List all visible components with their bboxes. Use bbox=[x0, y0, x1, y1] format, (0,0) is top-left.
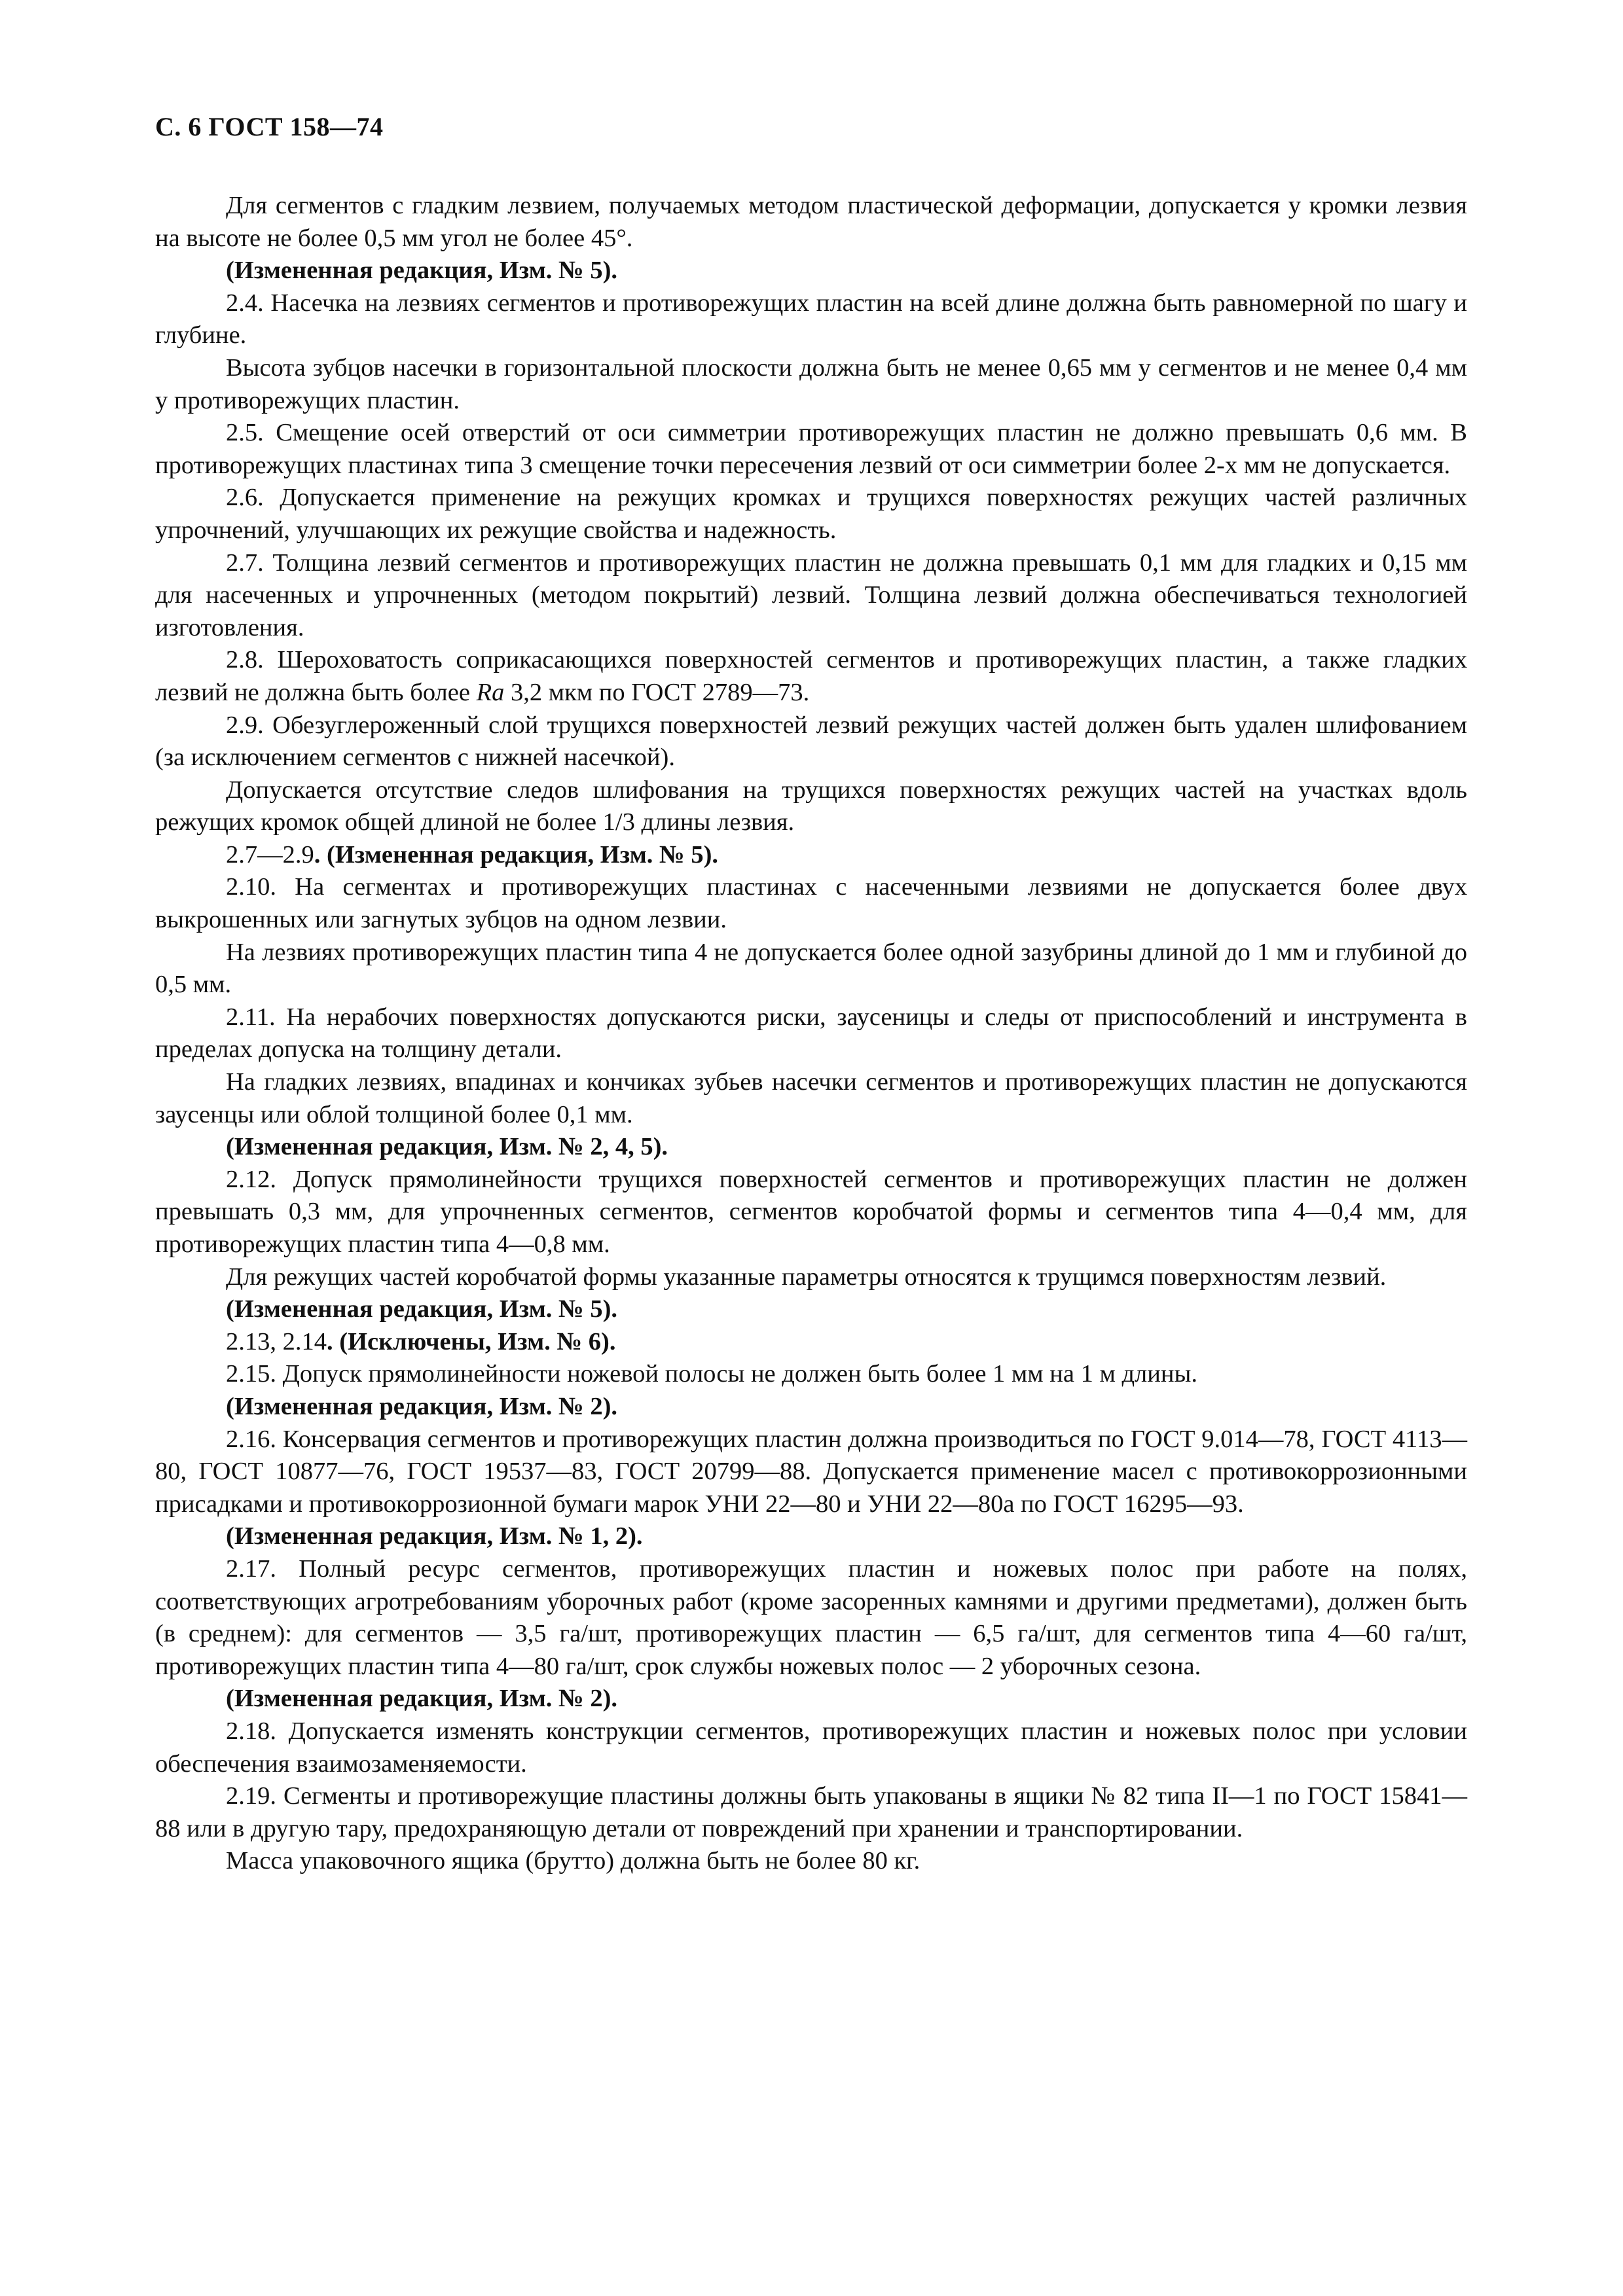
amendment-text: (Измененная редакция, Изм. № 5). bbox=[226, 257, 618, 285]
paragraph-text: Допускается отсутствие следов шлифования на трущихся поверхностях режущих частей на участках вдоль режущих кромок общей длиной не более 1/3 длины лезвия. bbox=[155, 776, 1467, 836]
paragraph-text: Высота зубцов насечки в горизонтальной плоскости должна быть не менее 0,65 мм у сегментов и не менее 0,4 мм у противорежущих пластин. bbox=[155, 353, 1467, 414]
clause-2-12 bbox=[155, 1164, 1467, 1261]
paragraph-text: 2.8. Шероховатость соприкасающихся поверхностей сегментов и противорежущих пластин, а также гладких лезвий не должна быть более bbox=[155, 646, 1467, 706]
amendment-text: (Измененная редакция, Изм. № 1, 2). bbox=[226, 1522, 643, 1551]
amendment-note bbox=[155, 1520, 1467, 1553]
paragraph-text: 2.11. На нерабочих поверхностях допускаются риски, заусеницы и следы от приспособлений и инструмента в пределах допуска на толщину детали. bbox=[155, 1003, 1467, 1064]
paragraph-text: На лезвиях противорежущих пластин типа 4 не допускается более одной зазубрины длиной до 1 мм и глубиной до 0,5 мм. bbox=[155, 938, 1467, 999]
paragraph-text: 2.5. Смещение осей отверстий от оси симметрии противорежущих пластин не должно превышать 0,6 мм. В противорежущих пластинах типа 3 смещение точки пересечения лезвий от оси симметрии более 2-х мм не допускается. bbox=[155, 419, 1467, 479]
paragraph-text: 2.19. Сегменты и противорежущие пластины должны быть упакованы в ящики № 82 типа II—1 по ГОСТ 15841—88 или в другую тару, предохраняющую детали от повреждений при хранении и транспортировании. bbox=[155, 1782, 1467, 1842]
paragraph-text: 2.10. На сегментах и противорежущих пластинах с насеченными лезвиями не допускается более двух выкрошенных или загнутых зубцов на одном лезвии. bbox=[155, 873, 1467, 934]
amendment-note bbox=[155, 1683, 1467, 1715]
excluded-text: . (Исключены, Изм. № 6). bbox=[327, 1327, 616, 1355]
paragraph-text: 2.7. Толщина лезвий сегментов и противорежущих пластин не должна превышать 0,1 мм для гладких и 0,15 мм для насеченных и упрочненных (методом покрытий) лезвий. Толщина лезвий должна обеспечиваться технологией изготовления. bbox=[155, 548, 1467, 641]
clause-2-18 bbox=[155, 1715, 1467, 1780]
paragraph-text: Масса упаковочного ящика (брутто) должна быть не более 80 кг. bbox=[226, 1847, 921, 1875]
paragraph bbox=[155, 1066, 1467, 1131]
paragraph bbox=[155, 774, 1467, 839]
clause-2-16 bbox=[155, 1424, 1467, 1521]
document-body bbox=[155, 190, 1467, 1878]
amendment-text: (Измененная редакция, Изм. № 2). bbox=[226, 1685, 618, 1713]
paragraph bbox=[155, 1261, 1467, 1294]
clause-2-17 bbox=[155, 1553, 1467, 1683]
clause-2-19 bbox=[155, 1780, 1467, 1845]
paragraph-text: На гладких лезвиях, впадинах и кончиках зубьев насечки сегментов и противорежущих пластин не допускаются заусенцы или облой толщиной более 0,1 мм. bbox=[155, 1068, 1467, 1128]
paragraph bbox=[155, 1845, 1467, 1878]
paragraph bbox=[155, 937, 1467, 1001]
amendment-note bbox=[155, 1391, 1467, 1424]
paragraph-text: 2.15. Допуск прямолинейности ножевой полосы не должен быть более 1 мм на 1 м длины. bbox=[226, 1360, 1197, 1388]
clause-2-4 bbox=[155, 287, 1467, 352]
clause-2-5 bbox=[155, 417, 1467, 482]
clause-2-7 bbox=[155, 547, 1467, 645]
amendment-text: (Измененная редакция, Изм. № 2, 4, 5). bbox=[226, 1133, 668, 1161]
paragraph bbox=[155, 190, 1467, 255]
amendment-text: . (Измененная редакция, Изм. № 5). bbox=[314, 840, 719, 869]
excluded-note bbox=[155, 1326, 1467, 1359]
paragraph-text: 2.4. Насечка на лезвиях сегментов и противорежущих пластин на всей длине должна быть равномерной по шагу и глубине. bbox=[155, 289, 1467, 350]
paragraph-text: Для сегментов с гладким лезвием, получаемых методом пластической деформации, допускается у кромки лезвия на высоте не более 0,5 мм угол не более 45°. bbox=[155, 192, 1467, 252]
page-header: С. 6 ГОСТ 158—74 bbox=[155, 112, 384, 141]
clause-2-11 bbox=[155, 1001, 1467, 1066]
clause-2-10 bbox=[155, 871, 1467, 936]
paragraph-text: 2.16. Консервация сегментов и противорежущих пластин должна производиться по ГОСТ 9.014—78, ГОСТ 4113—80, ГОСТ 10877—76, ГОСТ 19537—83, ГОСТ 20799—88. Допускается применение масел с противокоррозионными присадками и противокоррозионной бумаги марок УНИ 22—80 и УНИ 22—80а по ГОСТ 16295—93. bbox=[155, 1425, 1467, 1518]
amendment-note bbox=[155, 839, 1467, 872]
amendment-text: (Измененная редакция, Изм. № 5). bbox=[226, 1295, 618, 1323]
paragraph-text: Для режущих частей коробчатой формы указанные параметры относятся к трущимся поверхностям лезвий. bbox=[226, 1263, 1387, 1291]
clause-2-9 bbox=[155, 709, 1467, 774]
paragraph-text: 2.18. Допускается изменять конструкции сегментов, противорежущих пластин и ножевых полос при условии обеспечения взаимозаменяемости. bbox=[155, 1717, 1467, 1778]
clause-2-15 bbox=[155, 1358, 1467, 1391]
clause-2-6 bbox=[155, 482, 1467, 547]
paragraph-text: 2.6. Допускается применение на режущих кромках и трущихся поверхностях режущих частей различных упрочнений, улучшающих их режущие свойства и надежность. bbox=[155, 484, 1467, 544]
paragraph-text: 2.9. Обезуглероженный слой трущихся поверхностей лезвий режущих частей должен быть удален шлифованием (за исключением сегментов с нижней насечкой). bbox=[155, 711, 1467, 772]
paragraph bbox=[155, 352, 1467, 417]
clause-range: 2.7—2.9 bbox=[226, 840, 314, 869]
paragraph-text: 3,2 мкм по ГОСТ 2789—73. bbox=[504, 678, 810, 706]
paragraph-text: 2.17. Полный ресурс сегментов, противорежущих пластин и ножевых полос при работе на полях, соответствующих агротребованиям уборочных работ (кроме засоренных камнями и другими предметами), должен быть (в среднем): для сегментов — 3,5 га/шт, противорежущих пластин — 6,5 га/шт, для сегментов типа 4—60 га/шт, противорежущих пластин типа 4—80 га/шт, срок службы ножевых полос — 2 уборочных сезона. bbox=[155, 1554, 1467, 1680]
clause-2-8 bbox=[155, 644, 1467, 709]
amendment-note bbox=[155, 1293, 1467, 1326]
amendment-text: (Измененная редакция, Изм. № 2). bbox=[226, 1392, 618, 1420]
amendment-note bbox=[155, 255, 1467, 287]
paragraph-text: 2.12. Допуск прямолинейности трущихся поверхностей сегментов и противорежущих пластин не должен превышать 0,3 мм, для упрочненных сегментов, сегментов коробчатой формы и сегментов типа 4—0,4 мм, для противорежущих пластин типа 4—0,8 мм. bbox=[155, 1165, 1467, 1258]
clause-range: 2.13, 2.14 bbox=[226, 1327, 327, 1355]
amendment-note bbox=[155, 1131, 1467, 1164]
roughness-symbol: Ra bbox=[476, 678, 505, 706]
